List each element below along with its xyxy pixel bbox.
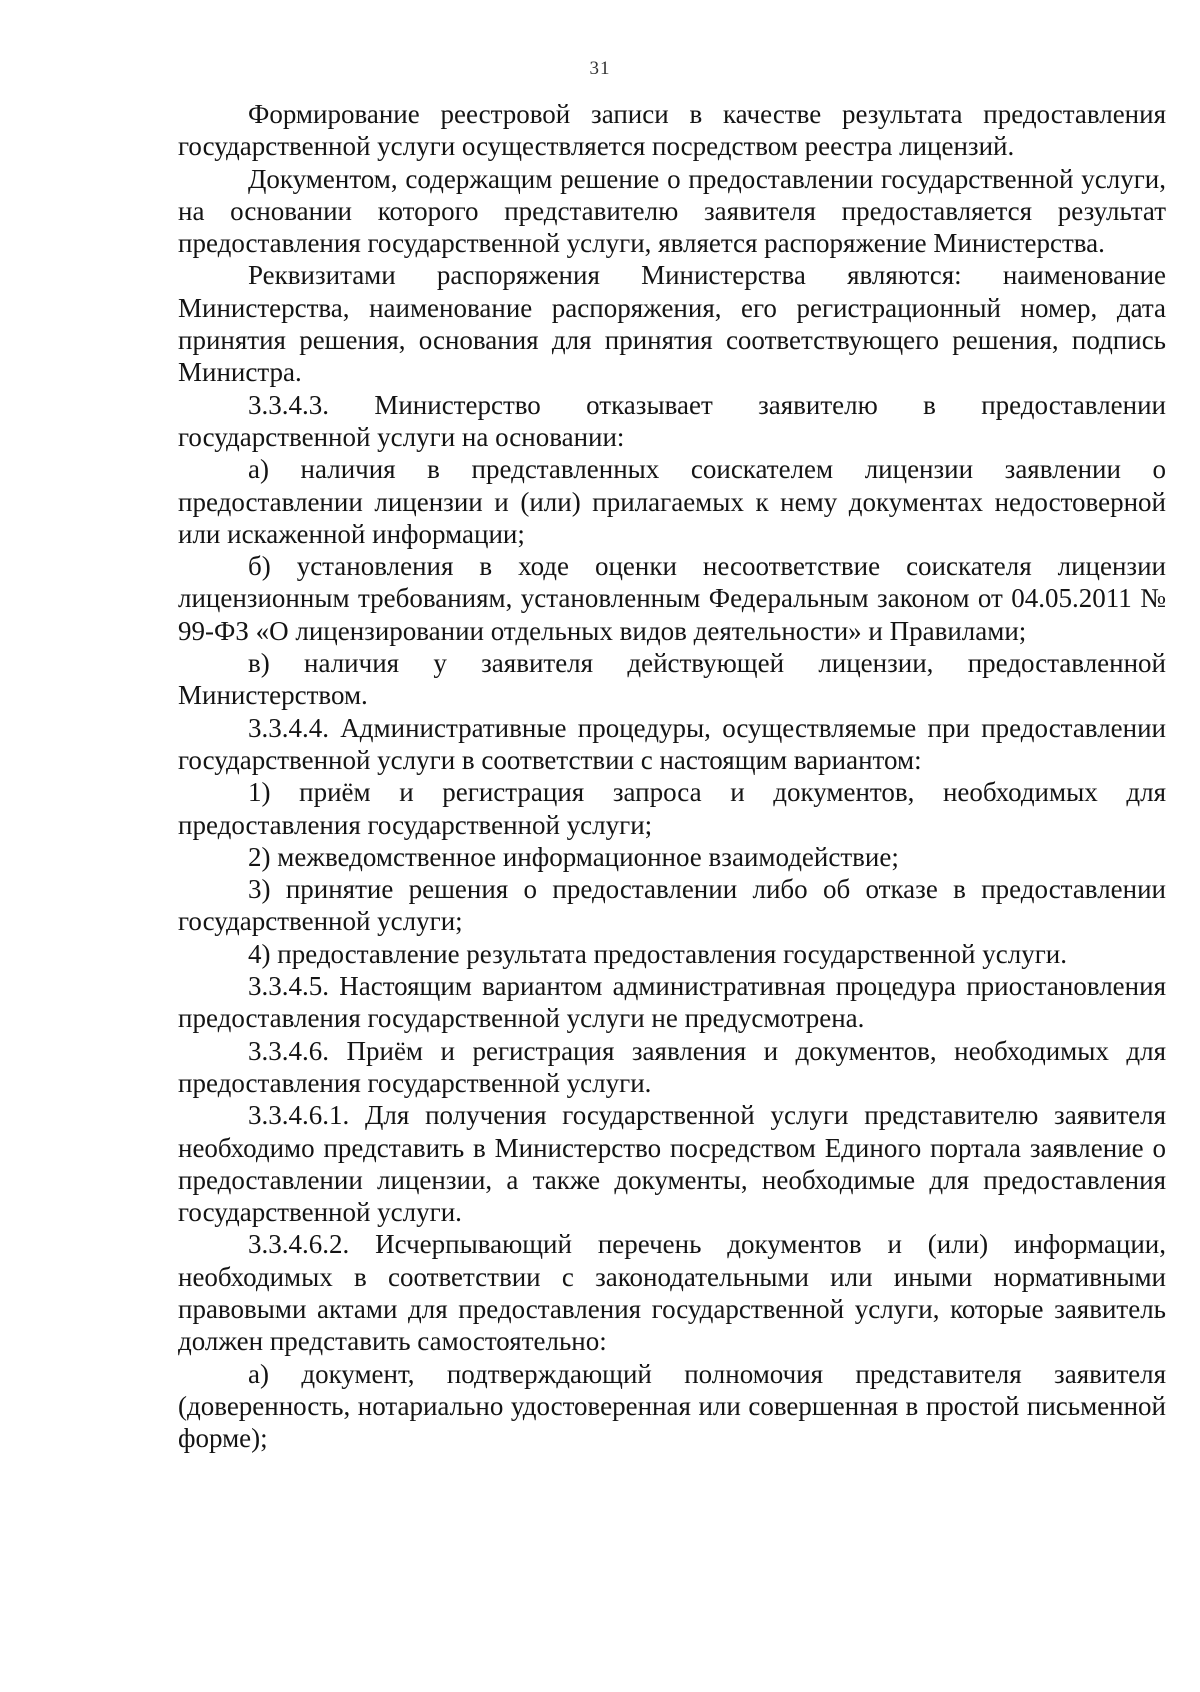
document-body <box>178 98 1166 1454</box>
paragraph: 3.3.4.6.2. Исчерпывающий перечень документов и (или) информации, необходимых в соответствии с законодательными или иными нормативными правовыми актами для предоставления государственной услуги, которые заявитель должен представить самостоятельно: <box>178 1229 1166 1357</box>
paragraph: Документом, содержащим решение о предоставлении государственной услуги, на основании которого представителю заявителя предоставляется результат предоставления государственной услуги, является распоряжение Министерства. <box>178 163 1166 259</box>
paragraph: 3.3.4.4. Административные процедуры, осуществляемые при предоставлении государственной услуги в соответствии с настоящим вариантом: <box>178 712 1166 775</box>
paragraph: в) наличия у заявителя действующей лицензии, предоставленной Министерством. <box>178 648 1166 711</box>
paragraph: 3.3.4.6.1. Для получения государственной услуги представителю заявителя необходимо представить в Министерство посредством Единого портала заявление о предоставлении лицензии, а также документы, необходимые для предоставления государственной услуги. <box>178 1100 1166 1228</box>
paragraph: 3.3.4.6. Приём и регистрация заявления и документов, необходимых для предоставления государственной услуги. <box>178 1035 1166 1098</box>
paragraph: Формирование реестровой записи в качестве результата предоставления государственной услуги осуществляется посредством реестра лицензий. <box>178 99 1166 162</box>
paragraph: а) наличия в представленных соискателем лицензии заявлении о предоставлении лицензии и (или) прилагаемых к нему документах недостоверной или искаженной информации; <box>178 454 1166 549</box>
page-number: 31 <box>589 58 611 79</box>
paragraph: 3.3.4.3. Министерство отказывает заявителю в предоставлении государственной услуги на основании: <box>178 389 1166 452</box>
paragraph: а) документ, подтверждающий полномочия представителя заявителя (доверенность, нотариально удостоверенная или совершенная в простой письменной форме); <box>178 1358 1166 1454</box>
paragraph: Реквизитами распоряжения Министерства являются: наименование Министерства, наименование распоряжения, его регистрационный номер, дата принятия решения, основания для принятия соответствующего решения, подпись Министра. <box>178 260 1166 388</box>
paragraph: 3.3.4.5. Настоящим вариантом административная процедура приостановления предоставления государственной услуги не предусмотрена. <box>178 971 1166 1034</box>
paragraph: 2) межведомственное информационное взаимодействие; <box>248 841 899 872</box>
paragraph: 1) приём и регистрация запроса и документов, необходимых для предоставления государственной услуги; <box>178 777 1166 840</box>
paragraph: 4) предоставление результата предоставления государственной услуги. <box>248 938 1067 969</box>
paragraph: б) установления в ходе оценки несоответствие соискателя лицензии лицензионным требованиям, установленным Федеральным законом от 04.05.2011 № 99-ФЗ «О лицензировании отдельных видов деятельности» и Правилами; <box>178 551 1166 646</box>
paragraph: 3) принятие решения о предоставлении либо об отказе в предоставлении государственной услуги; <box>178 874 1166 937</box>
